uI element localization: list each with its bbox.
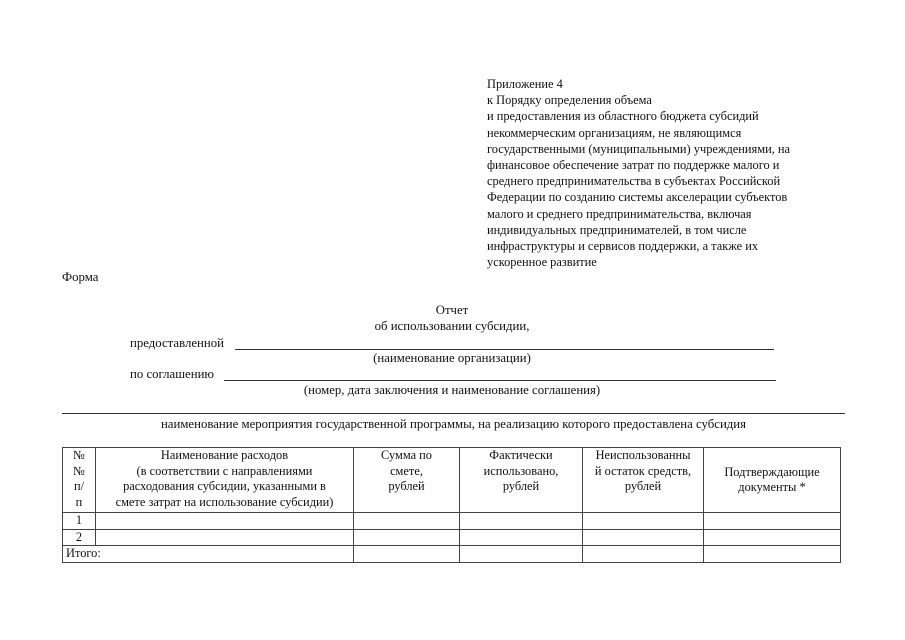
appendix-line: к Порядку определения объема	[487, 93, 652, 108]
appendix-line: индивидуальных предпринимателей, в том числе	[487, 222, 747, 237]
table-row	[63, 513, 841, 530]
row-number: 2	[63, 529, 96, 546]
agreement-label: по соглашению	[130, 367, 214, 381]
provided-label: предоставленной	[130, 336, 224, 350]
program-field-line[interactable]	[62, 413, 845, 414]
appendix-line: финансовое обеспечение затрат по поддержке малого и	[487, 158, 780, 173]
header-used: Фактически использовано, рублей	[460, 448, 583, 513]
form-label: Форма	[62, 270, 99, 284]
total-rest[interactable]	[583, 546, 704, 563]
provided-field-line[interactable]	[235, 349, 774, 350]
program-hint: наименование мероприятия государственной программы, на реализацию которого предоставлена субсидия	[160, 417, 747, 431]
appendix-block	[487, 76, 847, 270]
table-total-row	[63, 546, 841, 563]
provided-hint: (наименование организации)	[373, 351, 531, 365]
row-number: 1	[63, 513, 96, 530]
appendix-line: некоммерческим организациям, не являющимся	[487, 125, 742, 140]
total-label: Итого:	[63, 546, 354, 563]
total-sum[interactable]	[354, 546, 460, 563]
cell-docs[interactable]	[704, 529, 841, 546]
total-docs[interactable]	[704, 546, 841, 563]
appendix-line: среднего предпринимательства в субъектах Российской	[487, 174, 781, 189]
header-num: № № п/ п	[63, 448, 96, 513]
appendix-line: государственными (муниципальными) учреждениями, на	[487, 141, 791, 156]
cell-name[interactable]	[96, 513, 354, 530]
agreement-field-line[interactable]	[224, 380, 776, 381]
cell-sum[interactable]	[354, 529, 460, 546]
cell-name[interactable]	[96, 529, 354, 546]
cell-used[interactable]	[460, 529, 583, 546]
total-used[interactable]	[460, 546, 583, 563]
header-sum: Сумма по смете, рублей	[354, 448, 460, 513]
appendix-line: инфраструктуры и сервисов поддержки, а также их	[487, 239, 759, 254]
header-rest: Неиспользованны й остаток средств, рублей	[583, 448, 704, 513]
report-subtitle: об использовании субсидии,	[374, 319, 530, 333]
agreement-hint: (номер, дата заключения и наименование соглашения)	[303, 383, 601, 397]
header-name: Наименование расходов (в соответствии с направлениями расходования субсидии, указанными в смете затрат на использование субсидии)	[96, 448, 354, 513]
report-title: Отчет	[435, 303, 469, 317]
table-header-row	[63, 448, 841, 513]
cell-rest[interactable]	[583, 529, 704, 546]
report-table	[62, 447, 841, 563]
appendix-line: и предоставления из областного бюджета субсидий	[487, 109, 759, 124]
appendix-line: ускоренное развитие	[487, 255, 597, 270]
cell-sum[interactable]	[354, 513, 460, 530]
table-row	[63, 529, 841, 546]
cell-rest[interactable]	[583, 513, 704, 530]
appendix-line: малого и среднего предпринимательства, включая	[487, 206, 752, 221]
cell-docs[interactable]	[704, 513, 841, 530]
appendix-line: Федерации по созданию системы акселерации субъектов	[487, 190, 788, 205]
appendix-line: Приложение 4	[487, 77, 563, 91]
header-docs: Подтверждающие документы *	[704, 448, 841, 513]
cell-used[interactable]	[460, 513, 583, 530]
